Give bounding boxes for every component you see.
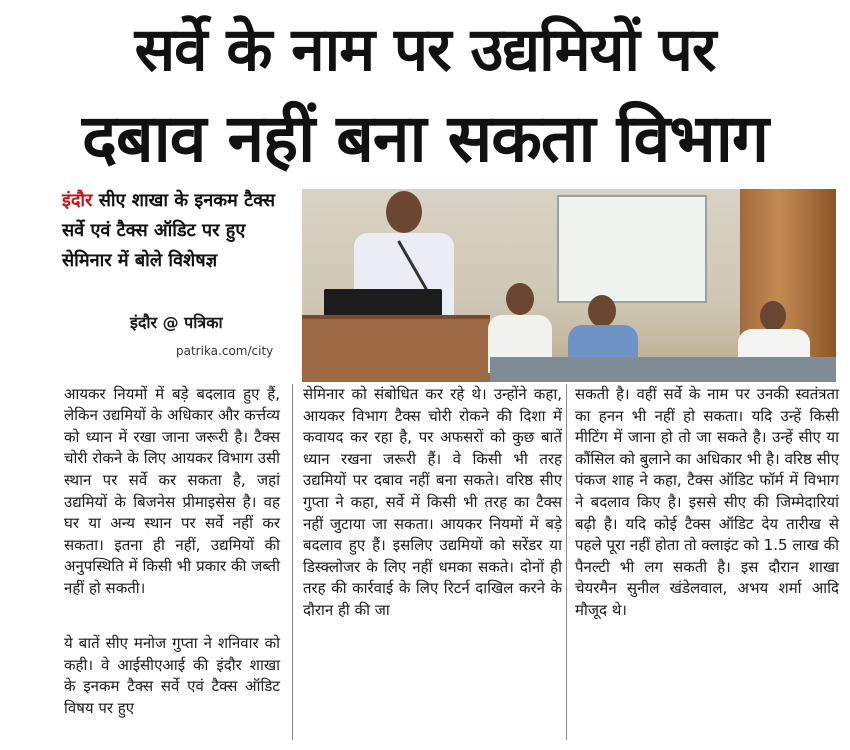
laptop — [324, 289, 442, 317]
article-column-3: सकती है। वहीं सर्वे के नाम पर उनकी स्वतंत्रता का हनन भी नहीं हो सकता। यदि उन्हें किसी मीटिंग में जाना हो तो जा सकते है। उन्हें सीए या कौंसिल को बुलाने का अधिकार भी है। वरिष्ठ सीए पंकज शाह ने कहा, टैक्स ऑडिट फॉर्म में विभाग ने बदलाव किए है। इससे सीए की जिम्मेदारियां बढ़ी है। यदि कोई टैक्स ऑडिट देय तारीख से पहले पूरा नहीं होता तो क्लाइंट को 1.5 लाख की पैनल्टी भी लग सकती है। इस दौरान शाखा चेयरमैन सुनील खंडेलवाल, अभय शर्मा आदि मौजूद थे। — [575, 385, 839, 619]
headline-line-1: सर्वे के नाम पर उद्यमियों पर — [134, 15, 716, 85]
column-divider-2 — [566, 384, 567, 740]
headline — [0, 0, 850, 182]
dateline-url: patrika.com/city — [176, 344, 274, 358]
projector-screen — [557, 195, 707, 303]
article-column-2: सेमिनार को संबोधित कर रहे थे। उन्होंने कहा, आयकर विभाग टैक्स चोरी रोकने की दिशा में कवायद कर रहा है, पर अफसरों को कुछ बातें ध्यान रखना जरूरी हैं। वे किसी भी तरह उद्यमियों पर दबाव नहीं बना सकते। वरिष्ठ सीए गुप्ता ने कहा, सर्वे में किसी भी तरह का टैक्स नहीं जुटाया जा सकता। आयकर नियमों में बड़े बदलाव हुए हैं। इसलिए उद्यमियों को सरेंडर या डिस्क्लोजर के लिए नहीं धमका सकते। दोनों ही तरह की कार्रवाई के लिए रिटर्न दाखिल करने के दौरान ही की जा — [303, 385, 562, 619]
deck-city: इंदौर — [62, 190, 93, 211]
deck-subheading — [62, 186, 296, 276]
seminar-photo — [302, 189, 836, 382]
article-paragraph: ये बातें सीए मनोज गुप्ता ने शनिवार को कही। वे आईसीएआई की इंदौर शाखा के इनकम टैक्स सर्वे एवं टैक्स ऑडिट विषय पर हुए — [64, 634, 280, 717]
deck-text: सीए शाखा के इनकम टैक्स सर्वे एवं टैक्स ऑडिट पर हुए सेमिनार में बोले विशेषज्ञ — [62, 190, 276, 271]
headline-line-2: दबाव नहीं बना सकता विभाग — [81, 100, 769, 177]
article-column-1 — [64, 362, 280, 741]
dais-table — [490, 357, 836, 382]
podium — [302, 315, 490, 382]
article-paragraph: आयकर नियमों में बड़े बदलाव हुए हैं, लेकिन उद्यमियों के अधिकार और कर्त्तव्य को ध्यान में रखा जाना जरूरी है। टैक्स चोरी रोकने के लिए आयकर विभाग उसी स्थान पर सर्वे कर सकता है, जहां उद्यमियों के बिजनेस प्रीमाइसेस है। वह घर या अन्य स्थान पर सर्वे नहीं कर सकता। इतना ही नहीं, उद्यमियों की अनुपस्थिति में किसी भी प्रकार की जब्ती नहीं हो सकती। — [64, 384, 280, 597]
dateline: इंदौर @ पत्रिका — [130, 313, 223, 332]
column-divider-1 — [292, 384, 293, 740]
